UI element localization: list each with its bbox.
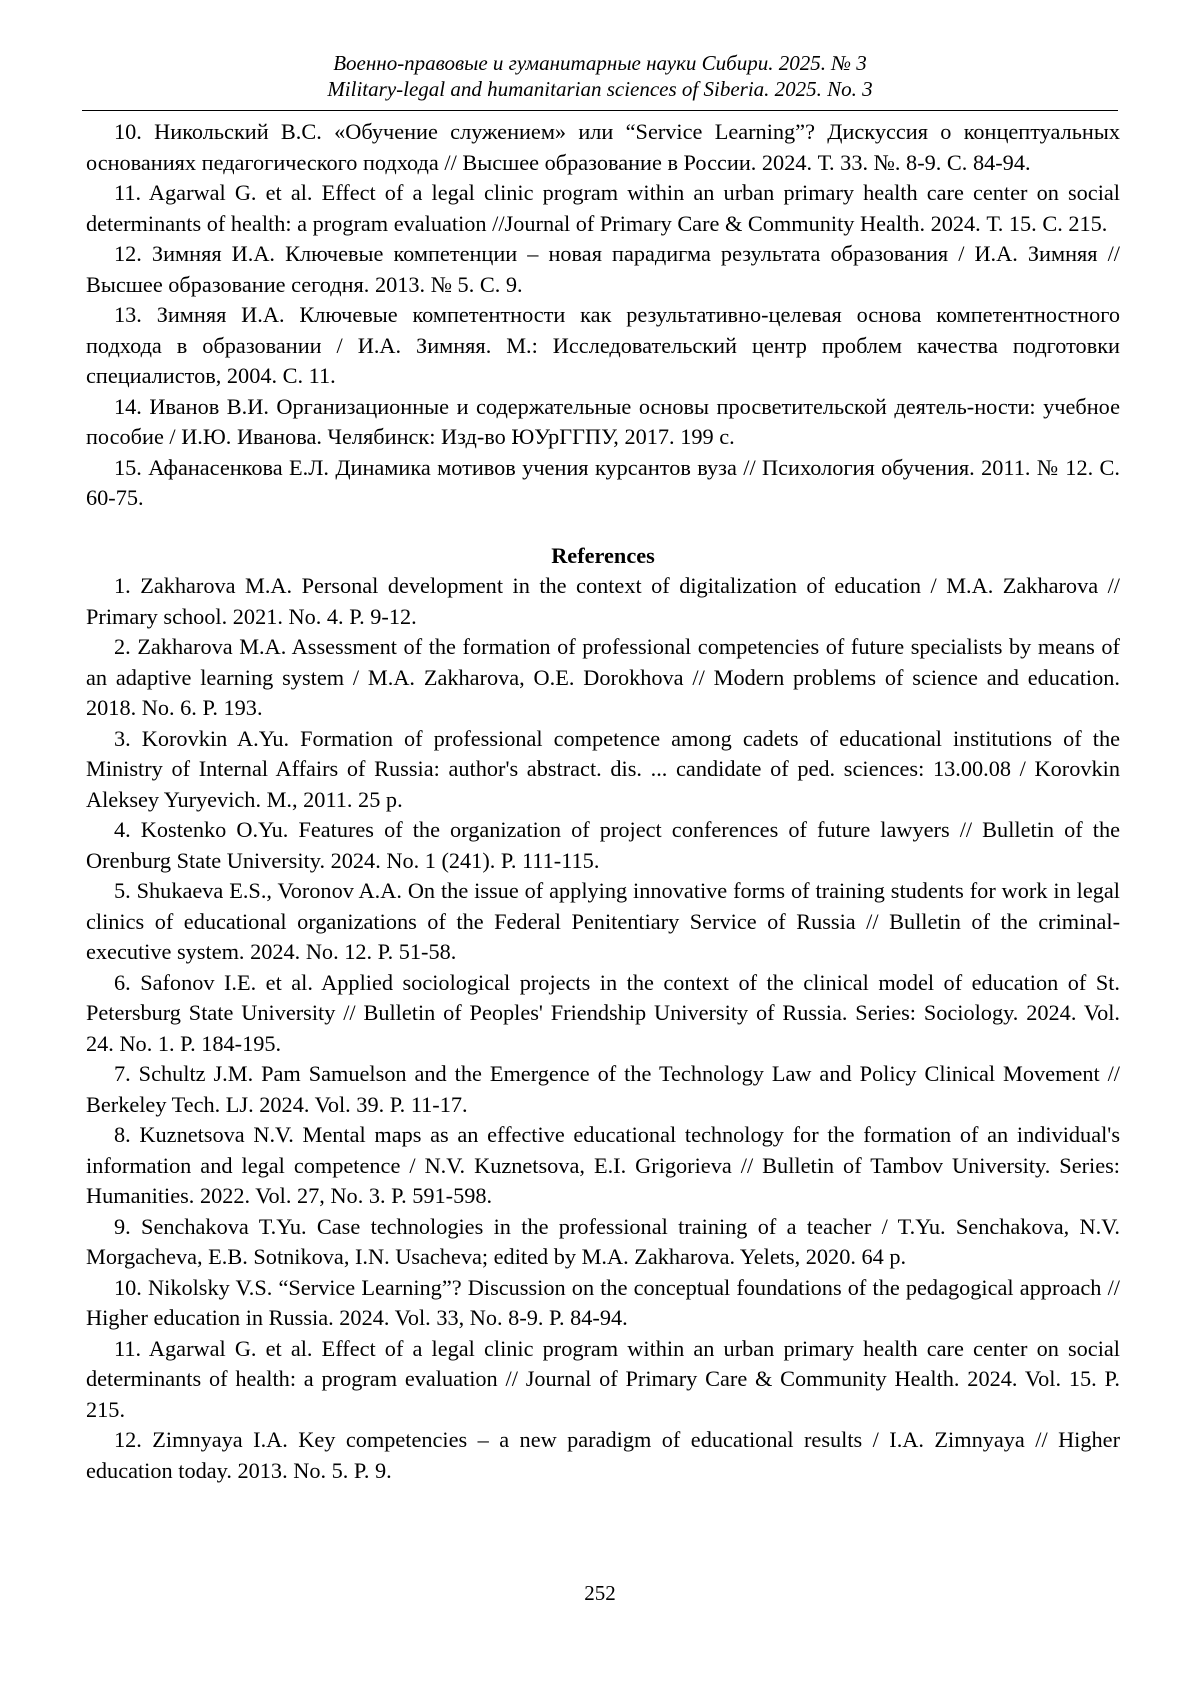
- literature-item: 15. Афанасенкова Е.Л. Динамика мотивов учения курсантов вуза // Психология обучения. 2011. № 12. С. 60-75.: [86, 454, 1120, 510]
- reference-item: 3. Korovkin A.Yu. Formation of professional competence among cadets of educational institutions of the Ministry of Internal Affairs of Russia: author's abstract. dis. ... candidate of ped. sciences: 13.00.08 / Korovkin Aleksey Yuryevich. M., 2011. 25 p.: [86, 725, 1120, 812]
- reference-item: 11. Agarwal G. et al. Effect of a legal clinic program within an urban primary health care center on social determinants of health: a program evaluation // Journal of Primary Care & Community Health. 2024. Vol. 15. P. 215.: [86, 1335, 1120, 1422]
- header-title-en: Military-legal and humanitarian sciences of Siberia. 2025. No. 3: [327, 77, 873, 101]
- references-list: [86, 571, 1120, 1486]
- header-rule: [82, 110, 1118, 111]
- references-heading: References: [551, 542, 655, 568]
- literature-item: 13. Зимняя И.А. Ключевые компетентности как результативно-целевая основа компетентностного подхода в образовании / И.А. Зимняя. М.: Исследовательский центр проблем качества подготовки специалистов, 2004. С. 11.: [86, 302, 1120, 388]
- literature-item: 10. Никольский В.С. «Обучение служением» или “Service Learning”? Дискуссия о концептуальных основаниях педагогического подхода // Высшее образование в России. 2024. Т. 33. №. 8-9. С. 84-94.: [86, 119, 1120, 175]
- reference-item: 2. Zakharova M.A. Assessment of the formation of professional competencies of future specialists by means of an adaptive learning system / M.A. Zakharova, O.E. Dorokhova // Modern problems of science and education. 2018. No. 6. P. 193.: [86, 634, 1120, 720]
- reference-item: 9. Senchakova T.Yu. Case technologies in the professional training of a teacher / T.Yu. Senchakova, N.V. Morgacheva, E.B. Sotnikova, I.N. Usacheva; edited by M.A. Zakharova. Yelets, 2020. 64 p.: [86, 1213, 1120, 1269]
- literature-item: 14. Иванов В.И. Организационные и содержательные основы просветительской деятель-ности: учебное пособие / И.Ю. Иванова. Челябинск: Изд-во ЮУрГГПУ, 2017. 199 с.: [86, 393, 1120, 449]
- page-number: 252: [584, 1581, 616, 1605]
- running-header: [86, 50, 1114, 102]
- reference-item: 10. Nikolsky V.S. “Service Learning”? Discussion on the conceptual foundations of the pedagogical approach // Higher education in Russia. 2024. Vol. 33, No. 8-9. P. 84-94.: [86, 1274, 1120, 1330]
- reference-item: 8. Kuznetsova N.V. Mental maps as an effective educational technology for the formation of an individual's information and legal competence / N.V. Kuznetsova, E.I. Grigorieva // Bulletin of Tambov University. Series: Humanities. 2022. Vol. 27, No. 3. P. 591-598.: [86, 1122, 1120, 1208]
- reference-item: 5. Shukaeva E.S., Voronov A.A. On the issue of applying innovative forms of training students for work in legal clinics of educational organizations of the Federal Penitentiary Service of Russia // Bulletin of the criminal-executive system. 2024. No. 12. P. 51-58.: [86, 878, 1120, 964]
- literature-item: 12. Зимняя И.А. Ключевые компетенции – новая парадигма результата образования / И.А. Зимняя // Высшее образование сегодня. 2013. № 5. С. 9.: [86, 241, 1120, 297]
- reference-item: 6. Safonov I.E. et al. Applied sociological projects in the context of the clinical model of education of St. Petersburg State University // Bulletin of Peoples' Friendship University of Russia. Series: Sociology. 2024. Vol. 24. No. 1. P. 184-195.: [86, 969, 1120, 1056]
- page-body: [86, 117, 1120, 1486]
- literature-list: [86, 117, 1120, 514]
- header-title-ru: Военно-правовые и гуманитарные науки Сибири. 2025. № 3: [333, 51, 867, 75]
- reference-item: 1. Zakharova M.A. Personal development in the context of digitalization of education / M.A. Zakharova // Primary school. 2021. No. 4. P. 9-12.: [86, 573, 1120, 629]
- literature-item: 11. Agarwal G. et al. Effect of a legal clinic program within an urban primary health care center on social determinants of health: a program evaluation //Journal of Primary Care & Community Health. 2024. Т. 15. С. 215.: [86, 180, 1120, 236]
- reference-item: 12. Zimnyaya I.A. Key competencies – a new paradigm of educational results / I.A. Zimnyaya // Higher education today. 2013. No. 5. P. 9.: [86, 1427, 1120, 1483]
- reference-item: 4. Kostenko O.Yu. Features of the organization of project conferences of future lawyers // Bulletin of the Orenburg State University. 2024. No. 1 (241). P. 111-115.: [86, 817, 1120, 873]
- reference-item: 7. Schultz J.M. Pam Samuelson and the Emergence of the Technology Law and Policy Clinical Movement // Berkeley Tech. LJ. 2024. Vol. 39. P. 11-17.: [86, 1061, 1120, 1117]
